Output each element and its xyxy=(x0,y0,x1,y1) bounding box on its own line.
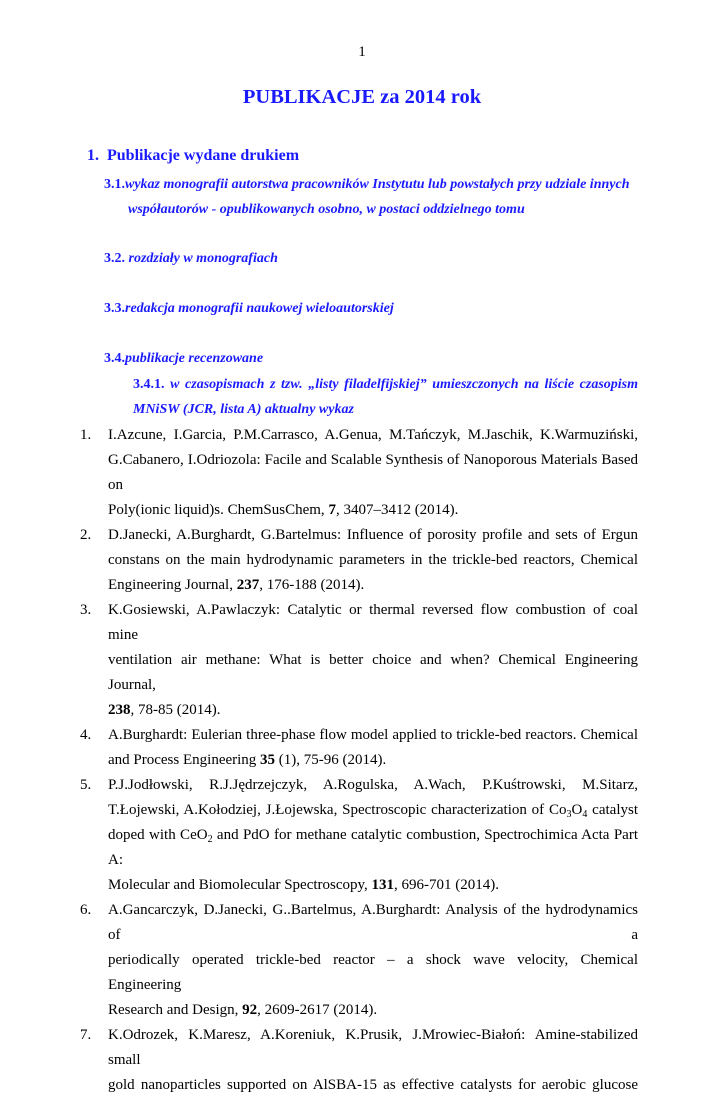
item-text: catalyst xyxy=(587,802,638,818)
item-line xyxy=(108,748,638,773)
section-title: Publikacje wydane drukiem xyxy=(107,147,300,164)
item-line: constans on the main hydrodynamic parameters in the trickle-bed reactors, Chemical xyxy=(108,552,638,568)
subsection-text: redakcja monografii naukowej wieloautorskiej xyxy=(125,301,394,316)
page-title: PUBLIKACJE za 2014 rok xyxy=(242,86,482,108)
item-line: A.Burghardt: Eulerian three-phase flow model applied to trickle-bed reactors. Chemical xyxy=(108,727,638,743)
item-citation: Engineering Journal, xyxy=(108,577,237,593)
subsubsection-3-4-1 xyxy=(133,372,638,422)
item-line xyxy=(108,798,638,823)
subsection-number: 3.2. xyxy=(104,251,125,266)
list-item xyxy=(80,773,638,898)
item-number: 5. xyxy=(80,777,92,793)
item-line: K.Odrozek, K.Maresz, A.Koreniuk, K.Prusik, J.Mrowiec-Białoń: Amine-stabilized small xyxy=(108,1027,638,1068)
list-item xyxy=(80,1023,638,1098)
list-item xyxy=(80,523,638,598)
item-line xyxy=(108,823,638,873)
item-text: doped with CeO xyxy=(108,827,208,843)
item-pages: , 3407–3412 (2014). xyxy=(335,502,459,518)
list-item xyxy=(80,598,638,723)
item-line xyxy=(108,998,638,1023)
item-text: and PdO for methane catalytic combustion, Spectrochimica Acta Part A: xyxy=(108,827,638,868)
section-number: 1. xyxy=(87,147,99,164)
item-number: 3. xyxy=(80,602,92,618)
item-volume: 237 xyxy=(236,577,260,593)
subsubsection-number: 3.4.1. xyxy=(133,377,165,392)
item-text: T.Łojewski, A.Kołodziej, J.Łojewska, Spectroscopic characterization of Co xyxy=(108,802,567,818)
list-item xyxy=(80,898,638,1023)
item-line xyxy=(108,698,638,723)
subsection-text: rozdziały w monografiach xyxy=(125,251,278,266)
item-line xyxy=(108,498,638,523)
subsection-number: 3.1. xyxy=(104,177,125,192)
subscript: 4 xyxy=(582,809,588,820)
item-line: gold nanoparticles supported on AlSBA-15 as effective catalysts for aerobic glucose xyxy=(108,1077,638,1093)
subsection-3-1 xyxy=(104,172,644,222)
item-pages: (1), 75-96 (2014). xyxy=(275,752,387,768)
subscript: 2 xyxy=(207,834,213,845)
item-citation: Poly(ionic liquid)s. ChemSusChem, xyxy=(108,502,329,518)
page-number: 1 xyxy=(358,44,366,60)
item-line: ventilation air methane: What is better choice and when? Chemical Engineering Journal, xyxy=(108,652,638,693)
item-number: 2. xyxy=(80,527,92,543)
item-citation: and Process Engineering xyxy=(108,752,261,768)
item-citation: Research and Design, xyxy=(108,1002,243,1018)
item-line: A.Gancarczyk, D.Janecki, G..Bartelmus, A.Burghardt: Analysis of the hydrodynamics of a xyxy=(108,902,638,943)
item-pages: , 78-85 (2014). xyxy=(130,702,221,718)
item-line: P.J.Jodłowski, R.J.Jędrzejczyk, A.Rogulska, A.Wach, P.Kuśtrowski, M.Sitarz, xyxy=(108,777,638,793)
publication-list xyxy=(80,423,638,1098)
item-pages: , 696-701 (2014). xyxy=(394,877,500,893)
subscript: 3 xyxy=(566,809,572,820)
item-line xyxy=(108,873,638,898)
subsection-text: wykaz monografii autorstwa pracowników Instytutu lub powstałych przy udziale innych xyxy=(125,177,630,192)
subsubsection-text: w czasopismach z tzw. „listy filadelfijskiej” umieszczonych na liście czasopism MNiSW (JCR, lista A) aktualny wykaz xyxy=(133,377,638,417)
item-line: D.Janecki, A.Burghardt, G.Bartelmus: Influence of porosity profile and sets of Ergun xyxy=(108,527,638,543)
item-volume: 131 xyxy=(371,877,395,893)
section-heading xyxy=(87,147,299,165)
subsection-number: 3.4. xyxy=(104,351,125,366)
subsection-3-2 xyxy=(104,246,644,271)
subsection-text: publikacje recenzowane xyxy=(125,351,264,366)
item-number: 6. xyxy=(80,902,92,918)
subsection-text-cont: współautorów - opublikowanych osobno, w postaci oddzielnego tomu xyxy=(128,202,525,217)
list-item xyxy=(80,723,638,773)
item-line: periodically operated trickle-bed reactor – a shock wave velocity, Chemical Engineering xyxy=(108,952,638,993)
item-volume: 35 xyxy=(260,752,276,768)
item-citation: Molecular and Biomolecular Spectroscopy, xyxy=(108,877,372,893)
item-volume: 238 xyxy=(108,702,131,718)
item-volume: 92 xyxy=(242,1002,258,1018)
item-volume: 7 xyxy=(328,502,336,518)
subsection-number: 3.3. xyxy=(104,301,125,316)
item-line: K.Gosiewski, A.Pawlaczyk: Catalytic or thermal reversed flow combustion of coal mine xyxy=(108,602,638,643)
item-number: 7. xyxy=(80,1027,92,1043)
item-text: O xyxy=(571,802,583,818)
item-number: 1. xyxy=(80,427,92,443)
item-pages: , 176-188 (2014). xyxy=(259,577,365,593)
subsection-3-3 xyxy=(104,296,644,321)
item-line xyxy=(108,573,638,598)
list-item xyxy=(80,423,638,523)
item-line: I.Azcune, I.Garcia, P.M.Carrasco, A.Genua, M.Tańczyk, M.Jaschik, K.Warmuziński, xyxy=(108,427,638,443)
item-pages: , 2609-2617 (2014). xyxy=(257,1002,378,1018)
item-line: G.Cabanero, I.Odriozola: Facile and Scalable Synthesis of Nanoporous Materials Based on xyxy=(108,452,638,493)
item-number: 4. xyxy=(80,727,92,743)
subsection-3-4 xyxy=(104,346,644,371)
